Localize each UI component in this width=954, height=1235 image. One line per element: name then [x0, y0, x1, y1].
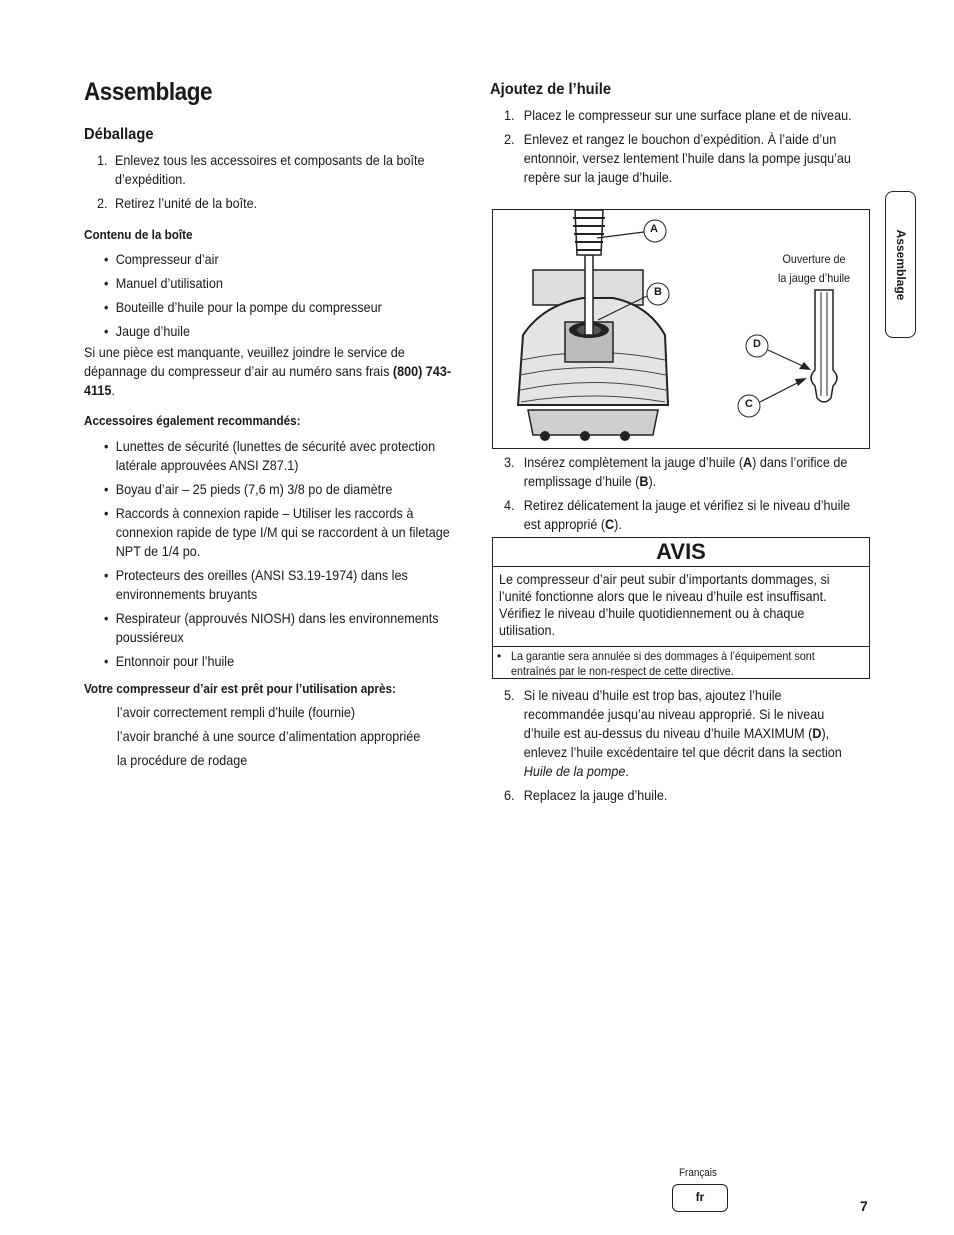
ready-heading: Votre compresseur d’air est prêt pour l’utilisation après:: [84, 681, 396, 696]
language-label: Français: [679, 1167, 717, 1179]
page-number: 7: [860, 1198, 868, 1214]
list-item: 3. Insérez complètement la jauge d’huile (A) dans l’orifice de remplissage d’huile (B).: [504, 454, 848, 489]
list-item: • Bouteille d’huile pour la pompe du compresseur: [104, 299, 382, 315]
list-item: • Jauge d’huile: [104, 323, 190, 339]
list-item: • Respirateur (approuvés NIOSH) dans les environnements poussiéreux: [104, 610, 439, 645]
list-item: • Protecteurs des oreilles (ANSI S3.19-1974) dans les environnements bruyants: [104, 567, 408, 602]
list-item: l’avoir branché à une source d’alimentation appropriée: [117, 728, 421, 744]
list-item: • Compresseur d’air: [104, 251, 219, 267]
oil-heading: Ajoutez de l’huile: [490, 81, 612, 98]
notice-title: AVIS: [493, 538, 869, 567]
section-side-tab: Assemblage: [885, 191, 916, 338]
compressor-pump-illustration: [493, 210, 869, 448]
accessories-list: [104, 437, 462, 676]
list-item: 5. Si le niveau d’huile est trop bas, ajoutez l’huile recommandée jusqu’au niveau approprié. Si le niveau d’huile est au-dessus du niveau d’huile MAXIMUM (D), enlevez l’huile excédentaire tel que décrit dans la section Huile de la pompe.: [504, 687, 842, 779]
contents-heading: Contenu de la boîte: [84, 227, 193, 242]
dipstick-figure: [492, 209, 870, 449]
ready-list: [117, 703, 477, 775]
list-item: 2. Retirez l’unité de la boîte.: [97, 195, 258, 211]
list-item: • Entonnoir pour l’huile: [104, 653, 235, 669]
oil-steps-top: [504, 106, 864, 192]
list-item: 4. Retirez délicatement la jauge et vérifiez si le niveau d’huile est approprié (C).: [504, 497, 851, 532]
support-phone: (800) 743-4115: [84, 363, 452, 398]
notice-box: [492, 537, 870, 679]
notice-bullet: • La garantie sera annulée si des dommages à l’équipement sont entraînés par le non-respect de cette directive.: [497, 649, 815, 678]
list-item: l’avoir correctement rempli d’huile (fournie): [117, 704, 356, 720]
list-item: 2. Enlevez et rangez le bouchon d’expédition. À l’aide d’un entonnoir, versez lentement l’huile dans la pompe jusqu’au repère sur la jauge d’huile.: [504, 131, 851, 185]
deballage-steps: [97, 151, 457, 218]
callout-a: A: [650, 223, 658, 235]
list-item: 6. Replacez la jauge d’huile.: [504, 787, 668, 803]
language-code-badge: fr: [672, 1184, 728, 1212]
list-item: • Lunettes de sécurité (lunettes de sécurité avec protection latérale approuvées ANSI Z87.1): [104, 438, 436, 473]
list-item: • Manuel d’utilisation: [104, 275, 223, 291]
list-item: • Raccords à connexion rapide – Utiliser les raccords à connexion rapide de type I/M qui se raccordent à un filetage NPT de 1/4 po.: [104, 505, 450, 559]
callout-d: D: [753, 338, 761, 350]
callout-c: C: [745, 398, 753, 410]
page-title: Assemblage: [84, 78, 213, 106]
list-item: la procédure de rodage: [117, 752, 248, 768]
missing-part-note: Si une pièce est manquante, veuillez joindre le service de dépannage du compresseur d’air au numéro sans frais (800) 743-4115.: [84, 344, 452, 398]
list-item: 1. Enlevez tous les accessoires et composants de la boîte d’expédition.: [97, 152, 425, 187]
oil-steps-bottom: [504, 686, 864, 810]
dipstick-opening-caption: Ouverture de la jauge d’huile: [777, 252, 851, 285]
oil-steps-middle: [504, 453, 864, 539]
deballage-heading: Déballage: [84, 126, 154, 143]
list-item: • Boyau d’air – 25 pieds (7,6 m) 3/8 po de diamètre: [104, 481, 393, 497]
callout-b: B: [654, 286, 662, 298]
list-item: 1. Placez le compresseur sur une surface plane et de niveau.: [504, 107, 852, 123]
contents-list: [104, 250, 464, 346]
notice-body: Le compresseur d’air peut subir d’importants dommages, si l’unité fonctionne alors que le niveau d’huile est insuffisant. Vérifiez le niveau d’huile quotidiennement ou à chaque utilisation.: [493, 567, 869, 647]
accessories-heading: Accessoires également recommandés:: [84, 413, 301, 428]
